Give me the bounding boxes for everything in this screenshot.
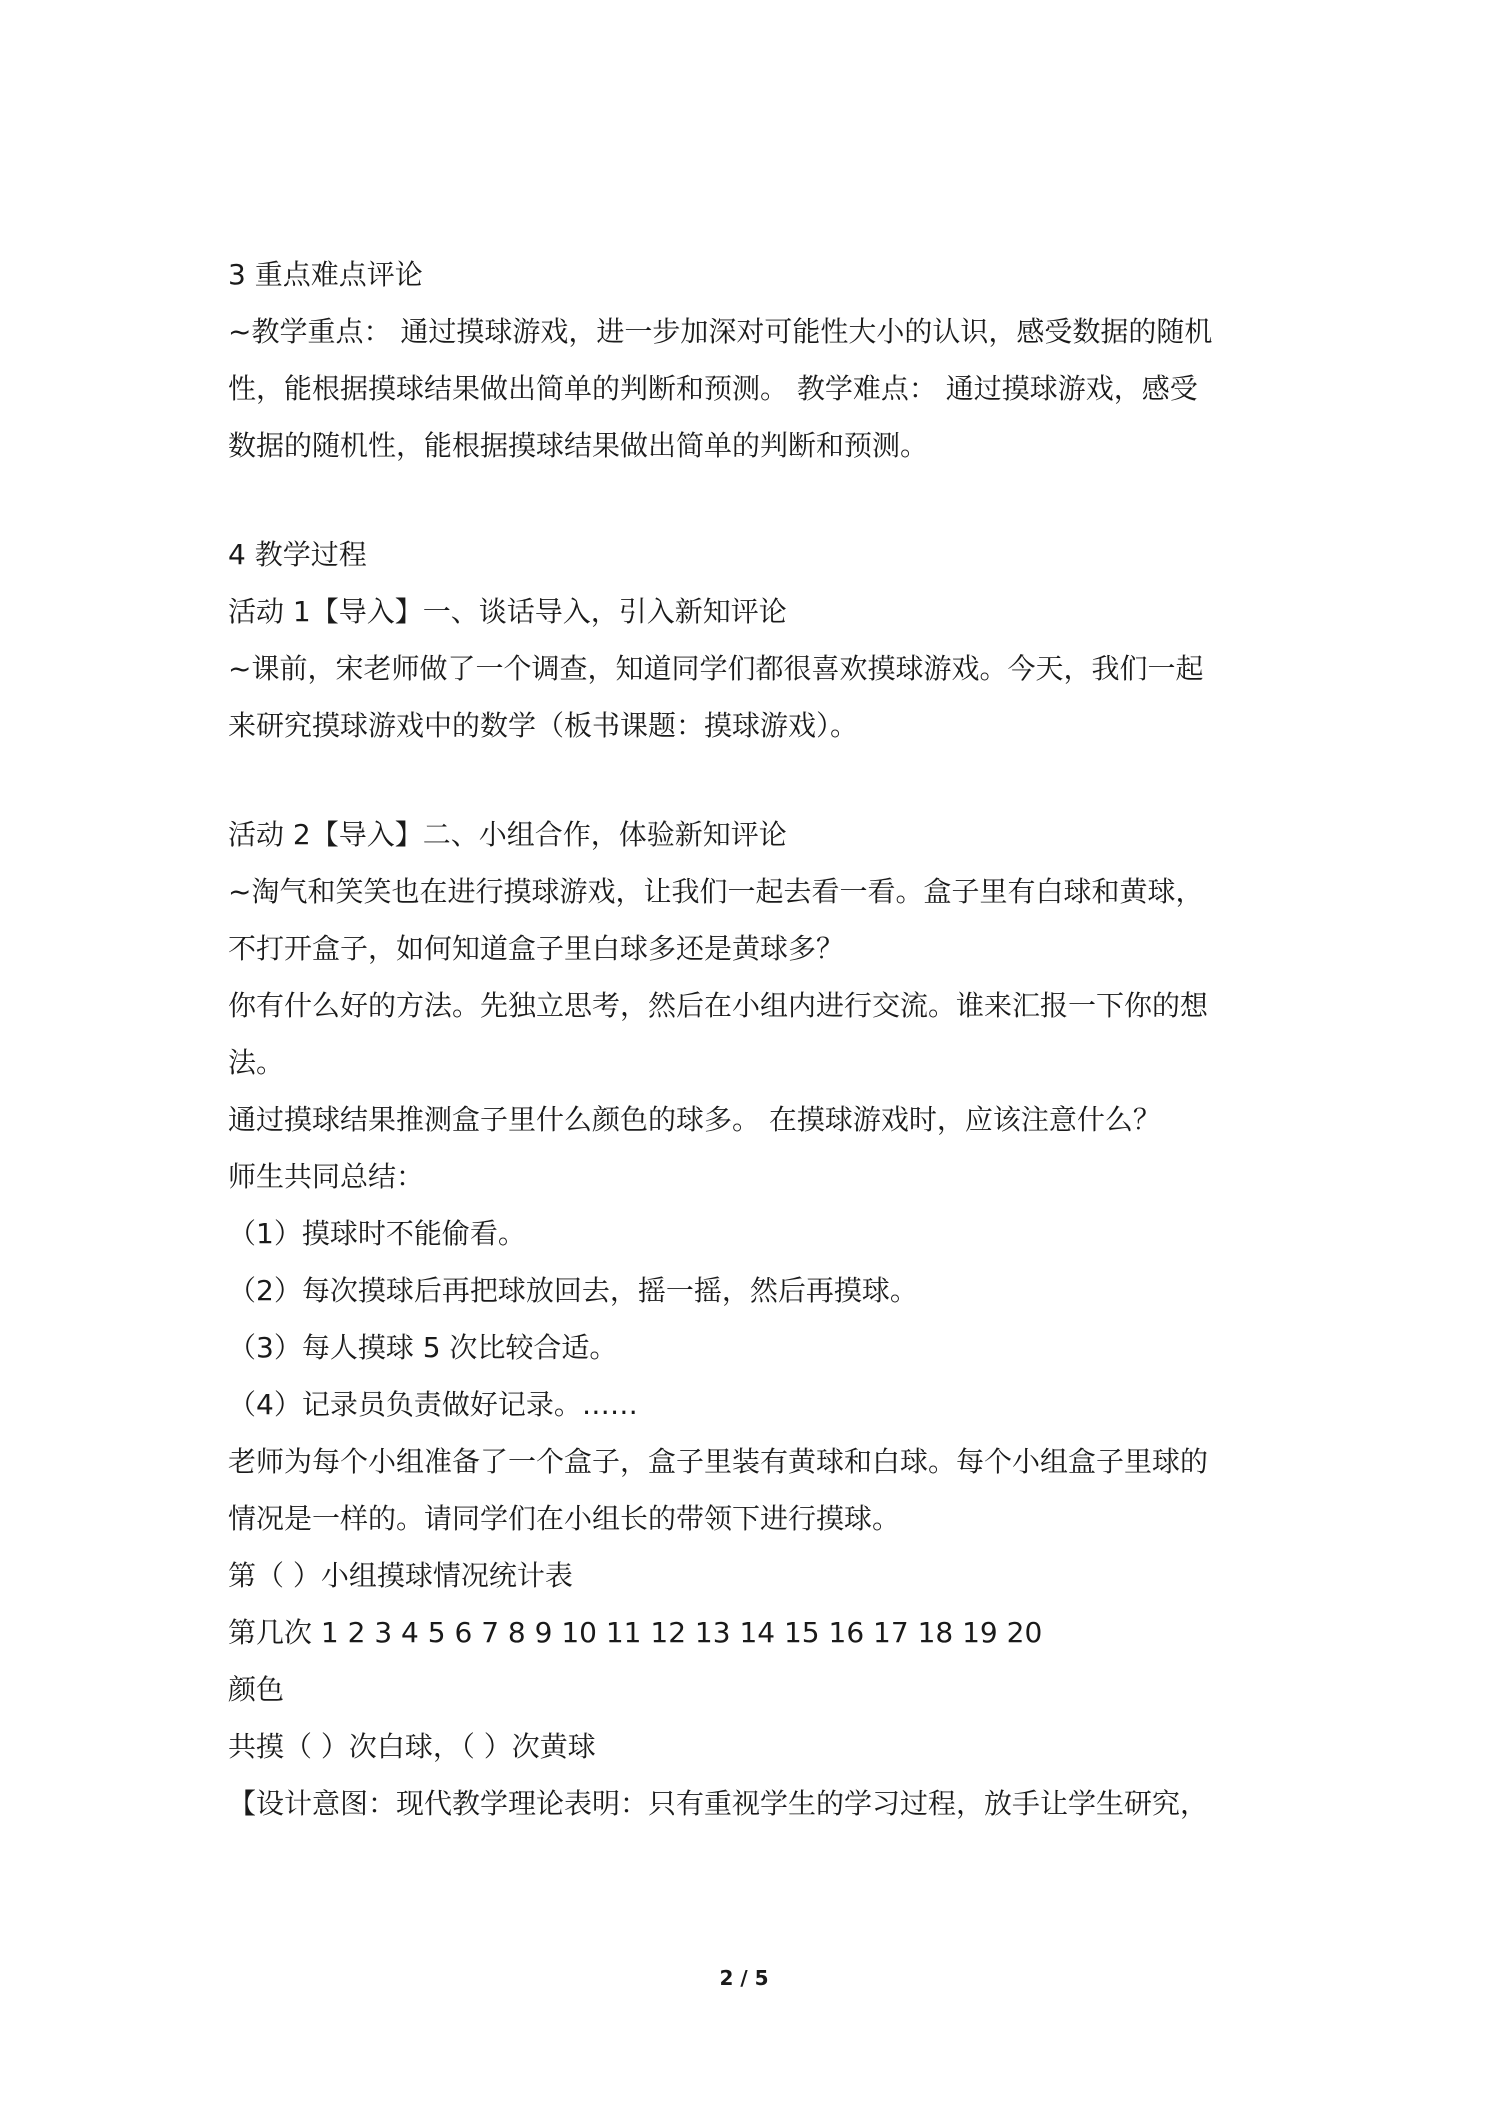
page-number: 2 / 5 [719,1966,769,1990]
design-intent-line: 【设计意图：现代教学理论表明：只有重视学生的学习过程，放手让学生研究， [228,1787,1209,1820]
activity2-line-9: （3）每人摸球 5 次比较合适。 [228,1331,618,1364]
activity2-line-10: （4）记录员负责做好记录。…… [228,1388,638,1421]
activity2-line-4: 法。 [228,1046,285,1079]
table-title: 第（ ）小组摸球情况统计表 [228,1559,573,1592]
activity1-line-2: 来研究摸球游戏中的数学（板书课题：摸球游戏）。 [228,709,859,742]
activity2-line-11: 老师为每个小组准备了一个盒子，盒子里装有黄球和白球。每个小组盒子里球的 [228,1445,1209,1478]
table-summary: 共摸（ ）次白球，（ ）次黄球 [228,1730,596,1763]
activity2-line-3: 你有什么好的方法。先独立思考，然后在小组内进行交流。谁来汇报一下你的想 [228,989,1209,1022]
spacer [228,474,1288,526]
activity1-title: 活动 1【导入】一、谈话导入，引入新知评论 [228,595,787,628]
activity2-line-7: （1）摸球时不能偷看。 [228,1217,526,1250]
activity2-title: 活动 2【导入】二、小组合作，体验新知评论 [228,818,787,851]
section3-line-2: 性，能根据摸球结果做出简单的判断和预测。 教学难点： 通过摸球游戏，感受 [228,372,1198,405]
section3-line-3: 数据的随机性，能根据摸球结果做出简单的判断和预测。 [228,429,929,462]
activity1-line-1: ~课前，宋老师做了一个调查，知道同学们都很喜欢摸球游戏。今天，我们一起 [228,652,1204,685]
activity2-line-2: 不打开盒子，如何知道盒子里白球多还是黄球多？ [228,932,845,965]
activity2-line-6: 师生共同总结： [228,1160,425,1193]
table-color-row: 颜色 [228,1673,285,1706]
activity2-line-12: 情况是一样的。请同学们在小组长的带领下进行摸球。 [228,1502,901,1535]
table-header-row: 第几次 1 2 3 4 5 6 7 8 9 10 11 12 13 14 15 16 17 18 19 20 [228,1616,1043,1649]
activity2-line-1: ~淘气和笑笑也在进行摸球游戏，让我们一起去看一看。盒子里有白球和黄球， [228,875,1204,908]
spacer [228,754,1288,806]
activity2-line-5: 通过摸球结果推测盒子里什么颜色的球多。 在摸球游戏时，应该注意什么？ [228,1103,1161,1136]
page-content [228,246,1288,1832]
activity2-line-8: （2）每次摸球后再把球放回去，摇一摇，然后再摸球。 [228,1274,918,1307]
section4-heading: 4 教学过程 [228,538,367,571]
section3-line-1: ~教学重点： 通过摸球游戏，进一步加深对可能性大小的认识，感受数据的随机 [228,315,1213,348]
section3-heading: 3 重点难点评论 [228,258,423,291]
